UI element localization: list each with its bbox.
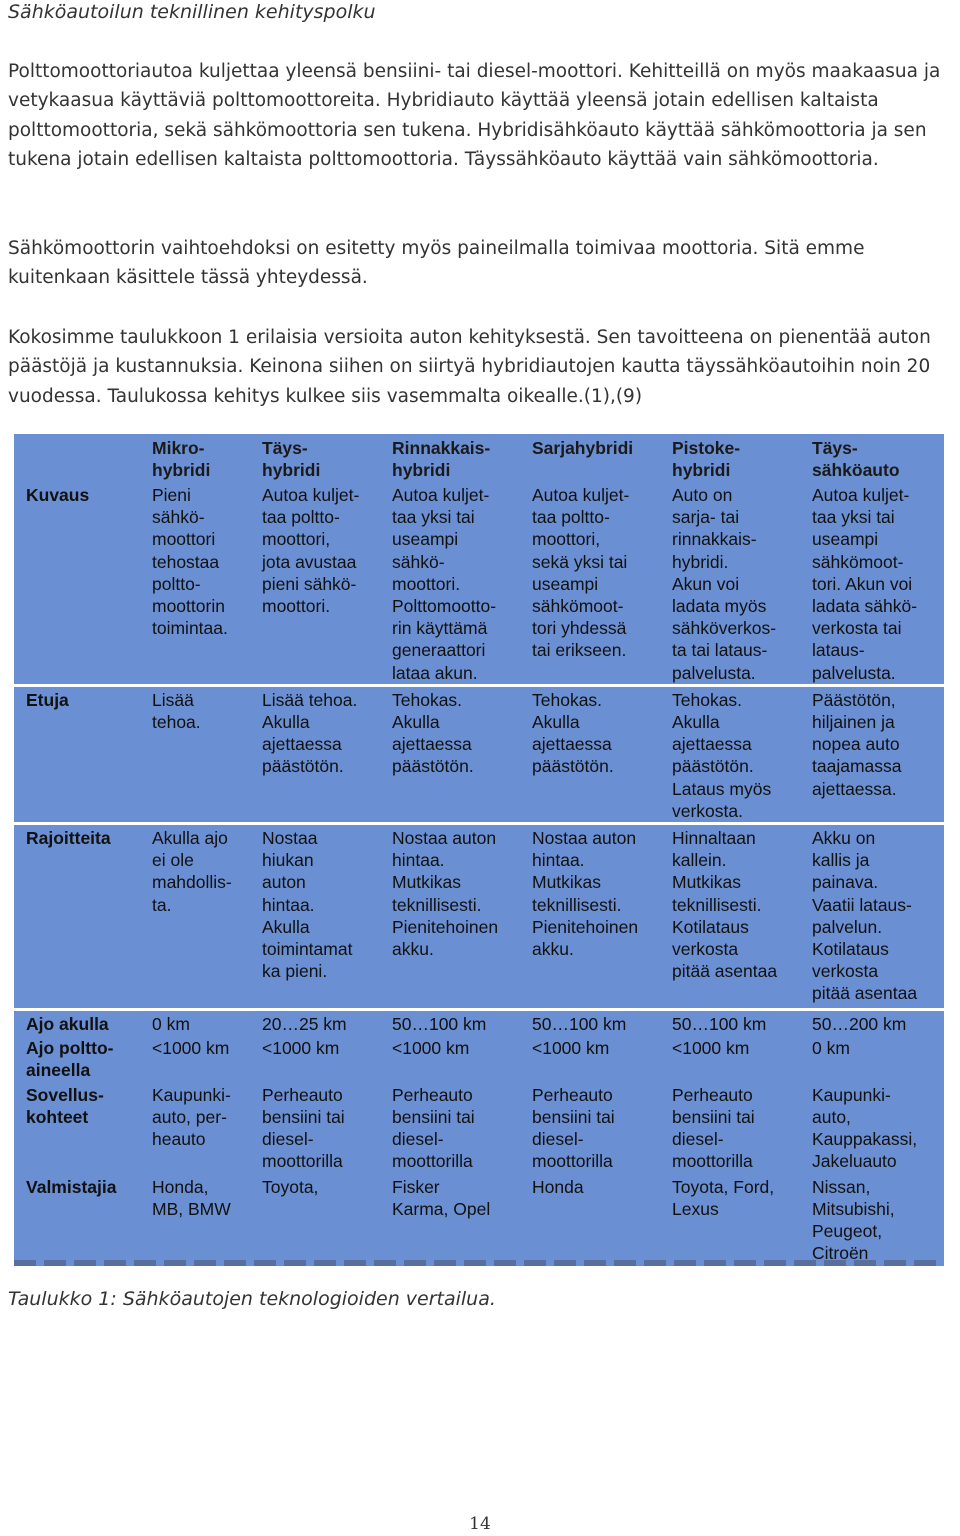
table-cell: Päästötön, hiljainen ja nopea auto taajamassa ajettaessa. bbox=[810, 685, 944, 823]
table-cell: 50…100 km bbox=[530, 1010, 670, 1036]
table-row bbox=[14, 685, 944, 823]
table-cell: Autoa kuljet- taa yksi tai useampi sähkö- moottori. Polttomootto- rin käyttämä generaattori lataa akun. bbox=[392, 485, 497, 683]
table-cell: Akku on kallis ja painava. Vaatii lataus- palvelun. Kotilataus verkosta pitää asentaa bbox=[810, 824, 944, 1010]
table-cell: <1000 km bbox=[152, 1038, 230, 1059]
row-label: Ajo akulla bbox=[14, 1010, 150, 1036]
column-header: Täys- hybridi bbox=[262, 438, 321, 481]
table-cell: 20…25 km bbox=[260, 1010, 390, 1036]
table-row bbox=[14, 824, 944, 1010]
table-cell: Nostaa auton hintaa. Mutkikas teknillisesti. Pienitehoinen akku. bbox=[530, 824, 670, 1010]
table-cell: 0 km bbox=[150, 1010, 260, 1036]
comparison-table bbox=[14, 434, 944, 1266]
table-cell: <1000 km bbox=[532, 1038, 610, 1059]
table-cell: Pieni sähkö- moottori tehostaa poltto- moottorin toimintaa. bbox=[152, 485, 228, 639]
table-cell: Autoa kuljet- taa yksi tai useampi sähkömoot- tori. Akun voi ladata sähkö- verkosta tai lataus- palvelusta. bbox=[812, 485, 918, 683]
paragraph-3: Kokosimme taulukkoon 1 erilaisia versioita auton kehityksestä. Sen tavoitteena on pienentää auton päästöjä ja kustannuksia. Keinona siihen on siirtyä hybridiautojen kautta täyssähköautoihin noin 20 vuodessa. Taulukossa kehitys kulkee siis vasemmalta oikealle.(1),(9) bbox=[8, 327, 931, 407]
page-number: 14 bbox=[469, 1514, 491, 1534]
table-cell: <1000 km bbox=[392, 1038, 470, 1059]
table-cell: Kaupunki- auto, per- heauto bbox=[152, 1084, 231, 1150]
table-cell: Kaupunki- auto, Kauppakassi, Jakeluauto bbox=[812, 1084, 918, 1172]
table-cell: <1000 km bbox=[672, 1038, 750, 1059]
table-cell: Tehokas. Akulla ajettaessa päästötön. bbox=[390, 685, 530, 823]
row-label: Rajoitteita bbox=[14, 824, 150, 1010]
table-cell: Tehokas. Akulla ajettaessa päästötön. Lataus myös verkosta. bbox=[670, 685, 810, 823]
paragraph-1: Polttomoottoriautoa kuljettaa yleensä bensiini- tai diesel-moottori. Kehitteillä on myös maakaasua ja vetykaasua käyttäviä polttomoottoreita. Hybridiauto käyttää yleensä jotain edellisen kaltaista polttomoottoria, sekä sähkömoottoria sen tukena. Hybridisähköauto käyttää sähkömoottoria ja sen tukena jotain edellisen kaltaista polttomoottoria. Täyssähköauto käyttää vain sähkömoottoria. bbox=[8, 61, 941, 170]
column-header: Täys- sähköauto bbox=[812, 438, 900, 481]
table-cell: 50…100 km bbox=[390, 1010, 530, 1036]
table-cropped-edge bbox=[14, 1260, 944, 1266]
row-label: Valmistajia bbox=[26, 1176, 117, 1197]
table-cell: 50…200 km bbox=[810, 1010, 944, 1036]
table-cell: Fisker Karma, Opel bbox=[392, 1176, 491, 1219]
table-header-row bbox=[14, 434, 944, 482]
table-cell: Perheauto bensiini tai diesel- moottorilla bbox=[262, 1084, 345, 1172]
table-cell: Lisää tehoa. bbox=[150, 685, 260, 823]
table-cell: Akulla ajo ei ole mahdollis- ta. bbox=[150, 824, 260, 1010]
row-label: Etuja bbox=[14, 685, 150, 823]
row-label: Kuvaus bbox=[26, 485, 90, 505]
paragraph-2: Sähkömoottorin vaihtoehdoksi on esitetty myös paineilmalla toimivaa moottoria. Sitä emme kuitenkaan käsittele tässä yhteydessä. bbox=[8, 238, 865, 289]
column-header: Pistoke- hybridi bbox=[672, 438, 741, 481]
row-label: Ajo poltto- aineella bbox=[26, 1038, 114, 1081]
table-cell: Perheauto bensiini tai diesel- moottorilla bbox=[532, 1084, 615, 1172]
column-header: Sarjahybridi bbox=[532, 438, 634, 458]
section-heading: Sähköautoilun teknillinen kehityspolku bbox=[8, 1, 376, 23]
table-cell: Nostaa hiukan auton hintaa. Akulla toimintamat ka pieni. bbox=[260, 824, 390, 1010]
table-cell: Nostaa auton hintaa. Mutkikas teknillisesti. Pienitehoinen akku. bbox=[390, 824, 530, 1010]
table-cell: Tehokas. Akulla ajettaessa päästötön. bbox=[530, 685, 670, 823]
table-row bbox=[14, 482, 944, 685]
table-cell: Autoa kuljet- taa poltto- moottori, jota avustaa pieni sähkö- moottori. bbox=[262, 485, 360, 617]
table-cell: Nissan, Mitsubishi, Peugeot, Citroën bbox=[812, 1176, 895, 1264]
row-label: Sovellus- kohteet bbox=[26, 1084, 104, 1127]
column-header: Rinnakkais- hybridi bbox=[392, 438, 491, 481]
table-row bbox=[14, 1082, 944, 1174]
table-cell: Perheauto bensiini tai diesel- moottorilla bbox=[392, 1084, 475, 1172]
table-cell: Honda bbox=[532, 1176, 584, 1197]
table-caption: Taulukko 1: Sähköautojen teknologioiden vertailua. bbox=[8, 1288, 496, 1310]
table-cell: Auto on sarja- tai rinnakkais- hybridi. Akun voi ladata myös sähköverkos- ta tai lataus- palvelusta. bbox=[672, 485, 777, 683]
table-row bbox=[14, 1010, 944, 1036]
table-row bbox=[14, 1035, 944, 1081]
table-cell: Hinnaltaan kallein. Mutkikas teknillisesti. Kotilataus verkosta pitää asentaa bbox=[670, 824, 810, 1010]
table-cell: 50…100 km bbox=[670, 1010, 810, 1036]
table-cell: Toyota, bbox=[262, 1176, 319, 1197]
table-cell: Lisää tehoa. Akulla ajettaessa päästötön. bbox=[260, 685, 390, 823]
table-cell: Honda, MB, BMW bbox=[152, 1176, 231, 1219]
comparison-table-grid bbox=[14, 434, 944, 1264]
table-row bbox=[14, 1174, 944, 1265]
table-cell: Autoa kuljet- taa poltto- moottori, sekä yksi tai useampi sähkömoot- tori yhdessä tai erikseen. bbox=[532, 485, 630, 661]
table-cell: <1000 km bbox=[262, 1038, 340, 1059]
header-corner bbox=[14, 434, 150, 482]
table-cell: Perheauto bensiini tai diesel- moottorilla bbox=[672, 1084, 755, 1172]
column-header: Mikro- hybridi bbox=[152, 438, 211, 481]
table-cell: Toyota, Ford, Lexus bbox=[672, 1176, 775, 1219]
table-cell: 0 km bbox=[812, 1038, 850, 1059]
